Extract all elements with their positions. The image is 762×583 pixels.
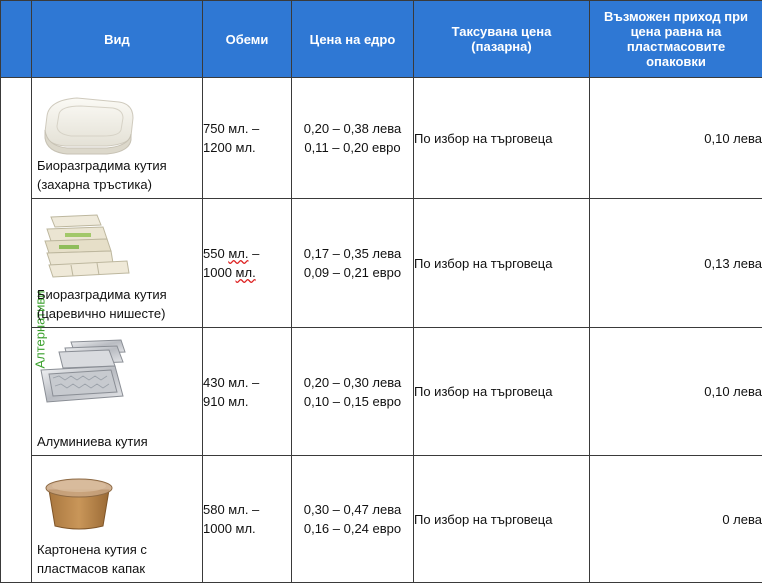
table-row (1, 78, 762, 199)
volume-cell (203, 78, 292, 199)
wholesale-price-cell (292, 456, 414, 583)
header-charged-price (414, 1, 590, 78)
kind-cell (32, 78, 203, 199)
alternatives-side-cell (1, 78, 32, 583)
volume-line2 (203, 263, 291, 282)
kind-cell (32, 328, 203, 456)
wholesale-price-cell (292, 328, 414, 456)
kind-label-line1: Алуминиева кутия (37, 432, 198, 451)
header-income-line1: Възможен приход при (590, 9, 762, 24)
header-volumes: Обеми (203, 1, 292, 78)
price-lev: 0,17 – 0,35 лева (292, 244, 413, 263)
price-eur: 0,16 – 0,24 евро (292, 519, 413, 538)
table-row (1, 456, 762, 583)
charged-price-cell: По избор на търговеца (414, 199, 590, 328)
kind-label-line1: Картонена кутия с (37, 540, 198, 559)
header-possible-income (590, 1, 762, 78)
header-income-line2: цена равна на (590, 24, 762, 39)
header-kind: Вид (32, 1, 203, 78)
wholesale-price-cell (292, 199, 414, 328)
kind-label-line1: Биоразградима кутия (37, 285, 198, 304)
volume-line1 (203, 244, 291, 263)
volume-line2: 910 мл. (203, 392, 291, 411)
possible-income-cell: 0 лева (590, 456, 762, 583)
volume-line2: 1200 мл. (203, 138, 291, 157)
volume-line1: 580 мл. – (203, 500, 291, 519)
aluminum-tray-icon (37, 336, 137, 411)
volume-cell (203, 328, 292, 456)
price-lev: 0,30 – 0,47 лева (292, 500, 413, 519)
volume-line2: 1000 мл. (203, 519, 291, 538)
volume-value: 550 (203, 246, 228, 261)
header-charged-line2: (пазарна) (414, 39, 589, 54)
price-eur: 0,11 – 0,20 евро (292, 138, 413, 157)
charged-price-cell: По избор на търговеца (414, 78, 590, 199)
header-wholesale-price: Цена на едро (292, 1, 414, 78)
wholesale-price-cell (292, 78, 414, 199)
header-income-line3: пластмасовите (590, 39, 762, 54)
price-eur: 0,10 – 0,15 евро (292, 392, 413, 411)
header-row (1, 1, 762, 78)
volume-value: 1000 (203, 265, 236, 280)
kind-cell (32, 456, 203, 583)
charged-price-cell: По избор на търговеца (414, 456, 590, 583)
price-lev: 0,20 – 0,38 лева (292, 119, 413, 138)
kind-cell (32, 199, 203, 328)
foam-clamshell-box-icon (37, 86, 137, 161)
kraft-bowl-with-lid-icon (37, 464, 137, 539)
volume-unit: мл. (228, 246, 248, 261)
possible-income-cell: 0,10 лева (590, 78, 762, 199)
kind-label-line2: (захарна тръстика) (37, 175, 198, 194)
volume-line1: 430 мл. – (203, 373, 291, 392)
kind-label-line2: (царевично нишесте) (37, 304, 198, 323)
volume-cell (203, 456, 292, 583)
volume-line1: 750 мл. – (203, 119, 291, 138)
table-row (1, 328, 762, 456)
header-blank (1, 1, 32, 78)
volume-unit: мл. (236, 265, 256, 280)
alternatives-label: Алтернативи (33, 290, 48, 368)
header-income-line4: опаковки (590, 54, 762, 69)
volume-cell (203, 199, 292, 328)
kind-label-line1: Биоразградима кутия (37, 156, 198, 175)
header-charged-line1: Таксувана цена (414, 24, 589, 39)
table-row (1, 199, 762, 328)
possible-income-cell: 0,13 лева (590, 199, 762, 328)
charged-price-cell: По избор на търговеца (414, 328, 590, 456)
volume-dash: – (248, 246, 259, 261)
kind-label-line2: пластмасов капак (37, 559, 198, 578)
price-eur: 0,09 – 0,21 евро (292, 263, 413, 282)
stacked-food-trays-icon (37, 207, 137, 282)
price-lev: 0,20 – 0,30 лева (292, 373, 413, 392)
possible-income-cell: 0,10 лева (590, 328, 762, 456)
